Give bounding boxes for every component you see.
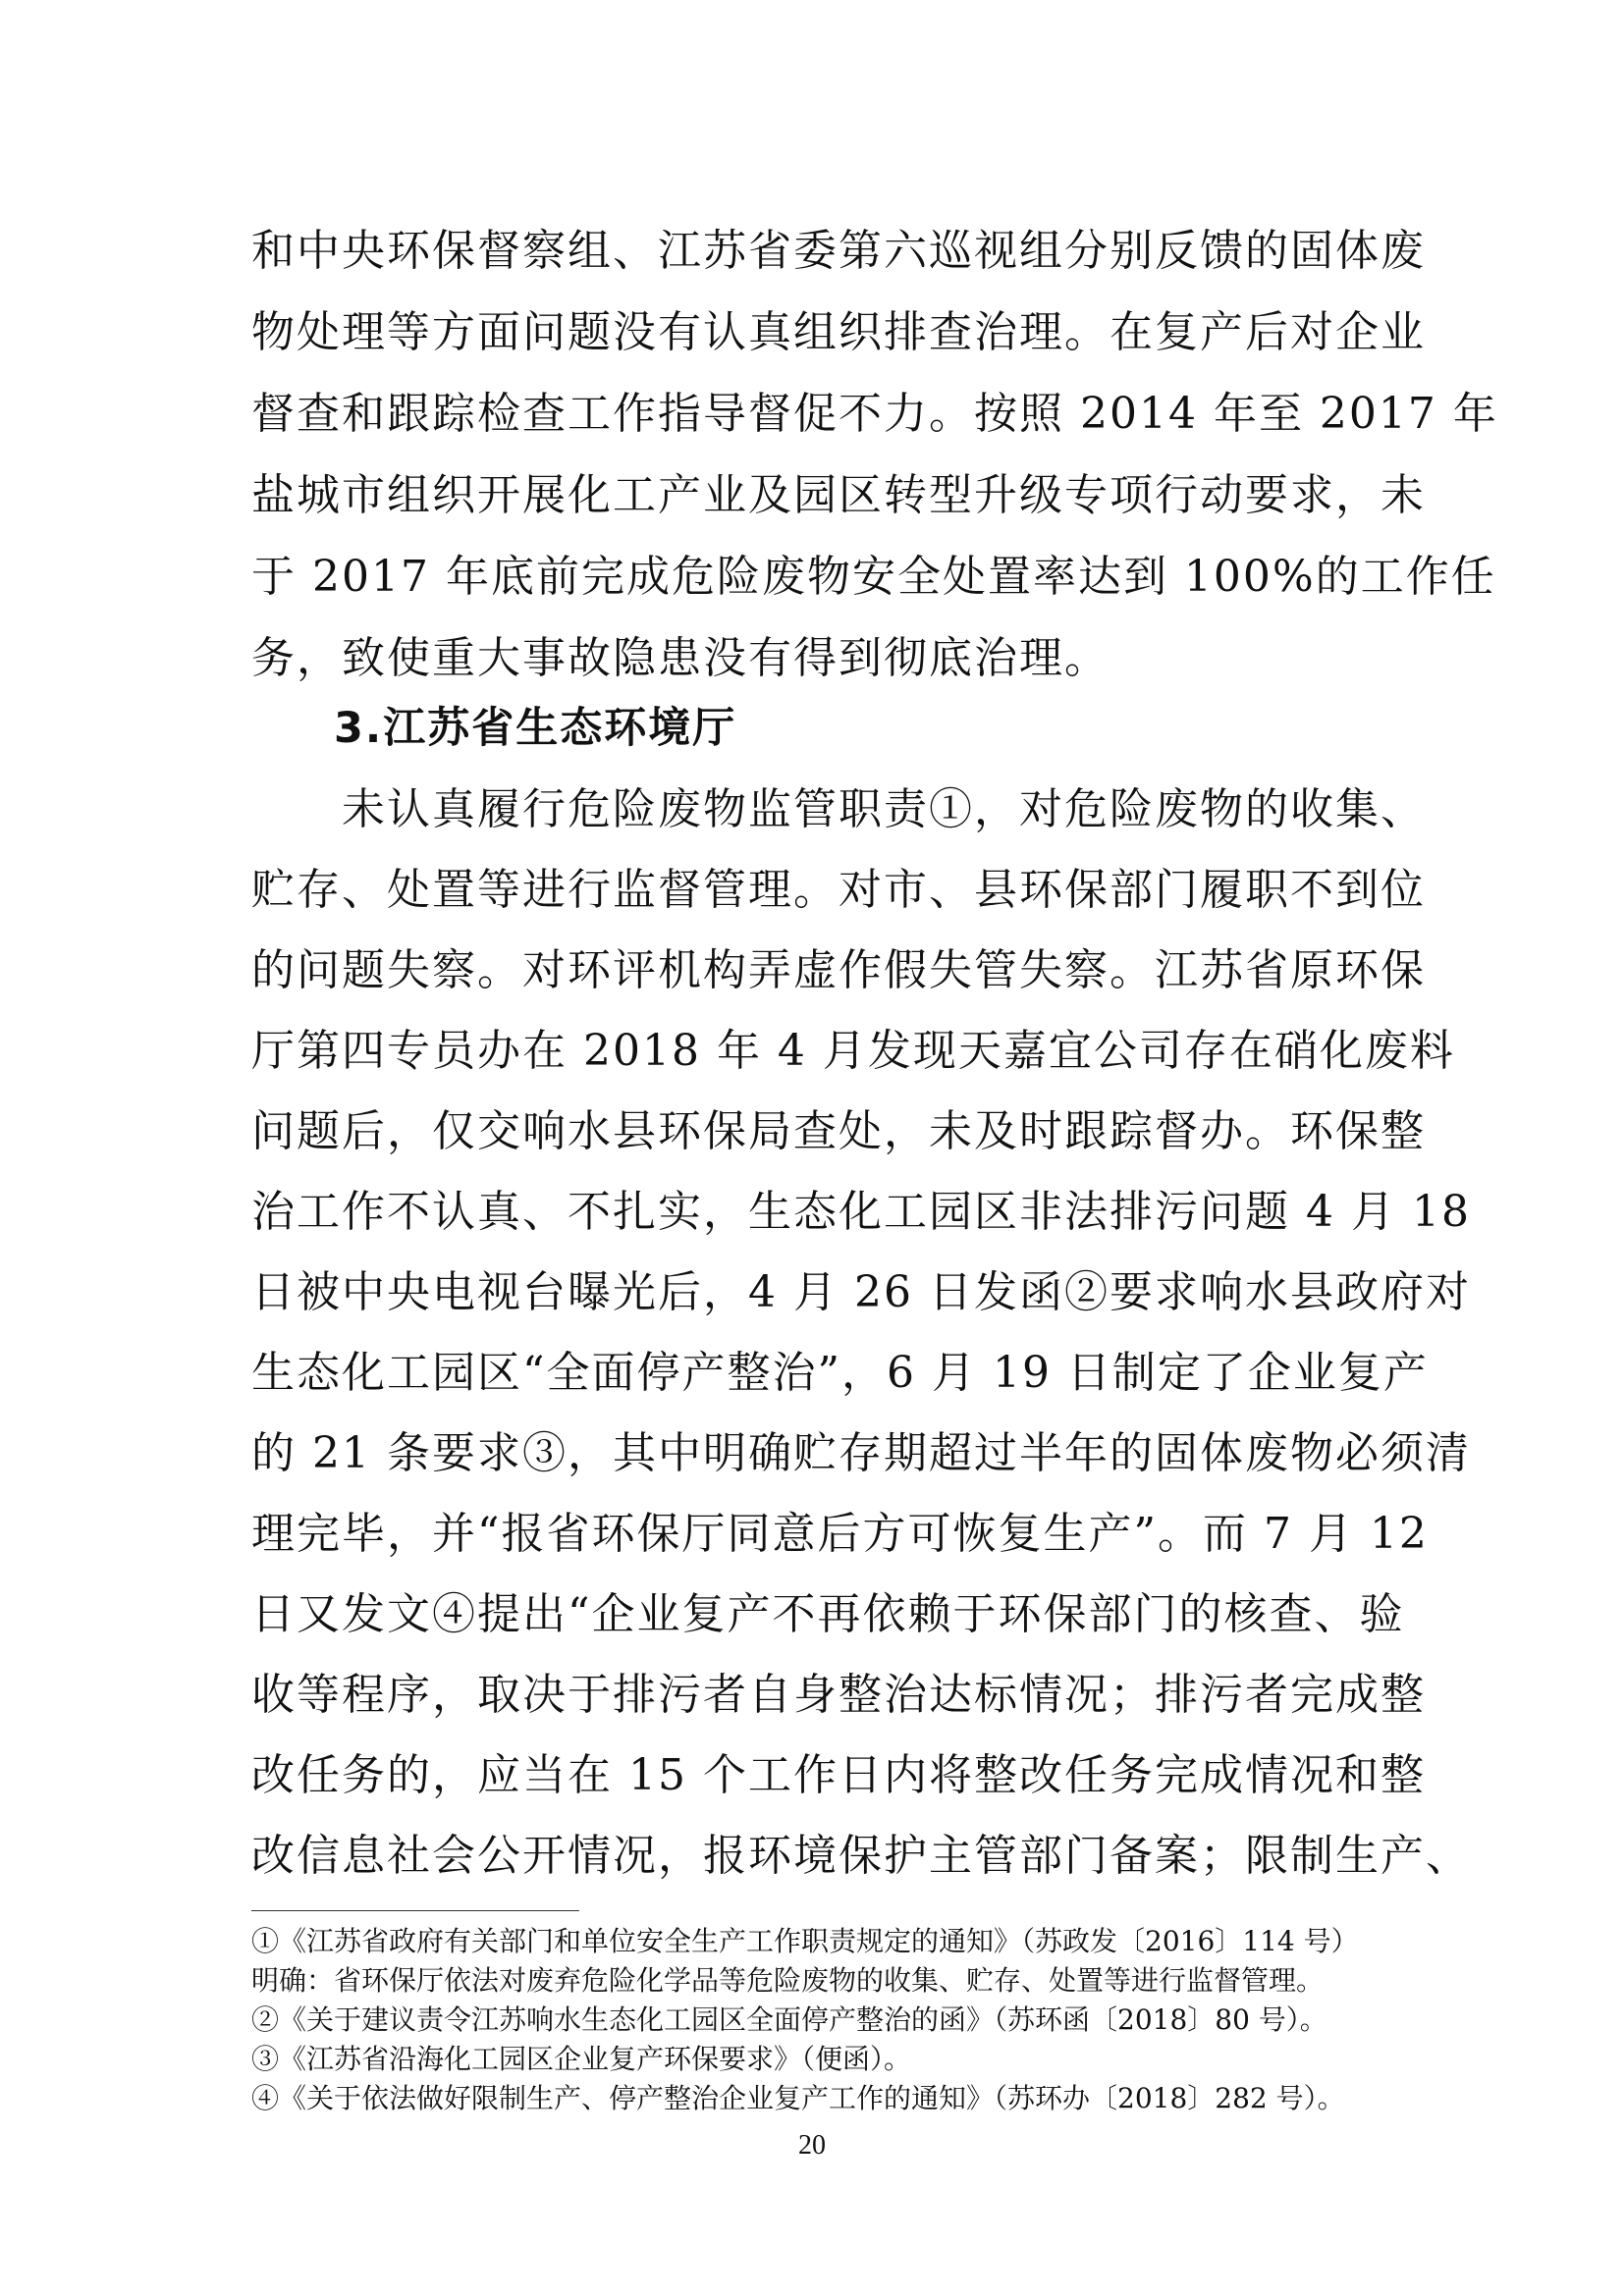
body-line-11: 问题后，仅交响水县环保局查处，未及时跟踪督办。环保整 (251, 1106, 1426, 1156)
body-line-4: 盐城市组织开展化工产业及园区转型升级专项行动要求，未 (251, 470, 1426, 520)
body-line-18: 收等程序，取决于排污者自身整治达标情况；排污者完成整 (251, 1670, 1426, 1720)
body-line-13: 日被中央电视台曝光后，4 月 26 日发函②要求响水县政府对 (251, 1267, 1471, 1317)
body-line-14: 生态化工园区“全面停产整治”，6 月 19 日制定了企业复产 (251, 1348, 1429, 1398)
footnote-4: ④《关于依法做好限制生产、停产整治企业复产工作的通知》（苏环办〔2018〕282 号）。 (251, 2082, 1345, 2114)
footnote-2: ②《关于建议责令江苏响水生态化工园区全面停产整治的函》（苏环函〔2018〕80 号）。 (251, 2003, 1327, 2036)
footnote-1: ①《江苏省政府有关部门和单位安全生产工作职责规定的通知》（苏政发〔2016〕114 号） (251, 1925, 1359, 1957)
body-line-17: 日又发文④提出“企业复产不再依赖于环保部门的核查、验 (251, 1589, 1405, 1639)
body-line-6: 务，致使重大事故隐患没有得到彻底治理。 (251, 633, 1110, 683)
body-line-12: 治工作不认真、不扎实，生态化工园区非法排污问题 4 月 18 (251, 1187, 1471, 1237)
body-line-3: 督查和跟踪检查工作指导督促不力。按照 2014 年至 2017 年 (251, 389, 1498, 439)
section-heading: 3.江苏省生态环境厅 (334, 704, 737, 753)
footnote-separator (251, 1910, 579, 1911)
body-line-5: 于 2017 年底前完成危险废物安全处置率达到 100%的工作任 (251, 552, 1496, 602)
body-line-1: 和中央环保督察组、江苏省委第六巡视组分别反馈的固体废 (251, 226, 1426, 276)
body-line-9: 的问题失察。对环评机构弄虚作假失管失察。江苏省原环保 (251, 945, 1426, 995)
page-number: 20 (798, 2130, 826, 2161)
body-line-2: 物处理等方面问题没有认真组织排查治理。在复产后对企业 (251, 307, 1426, 357)
body-line-16: 理完毕，并“报省环保厅同意后方可恢复生产”。而 7 月 12 (251, 1509, 1429, 1559)
body-line-19: 改任务的，应当在 15 个工作日内将整改任务完成情况和整 (251, 1750, 1426, 1800)
body-line-15: 的 21 条要求③，其中明确贮存期超过半年的固体废物必须清 (251, 1428, 1471, 1478)
body-line-10: 厅第四专员办在 2018 年 4 月发现天嘉宜公司存在硝化废料 (251, 1026, 1455, 1076)
body-line-7: 未认真履行危险废物监管职责①，对危险废物的收集、 (342, 784, 1426, 834)
footnote-1-cont: 明确：省环保厅依法对废弃危险化学品等危险废物的收集、贮存、处置等进行监督管理。 (251, 1964, 1325, 1997)
body-line-20: 改信息社会公开情况，报环境保护主管部门备案；限制生产、 (251, 1831, 1471, 1881)
footnote-3: ③《江苏省沿海化工园区企业复产环保要求》（便函）。 (251, 2043, 912, 2075)
body-line-8: 贮存、处置等进行监督管理。对市、县环保部门履职不到位 (251, 865, 1426, 915)
